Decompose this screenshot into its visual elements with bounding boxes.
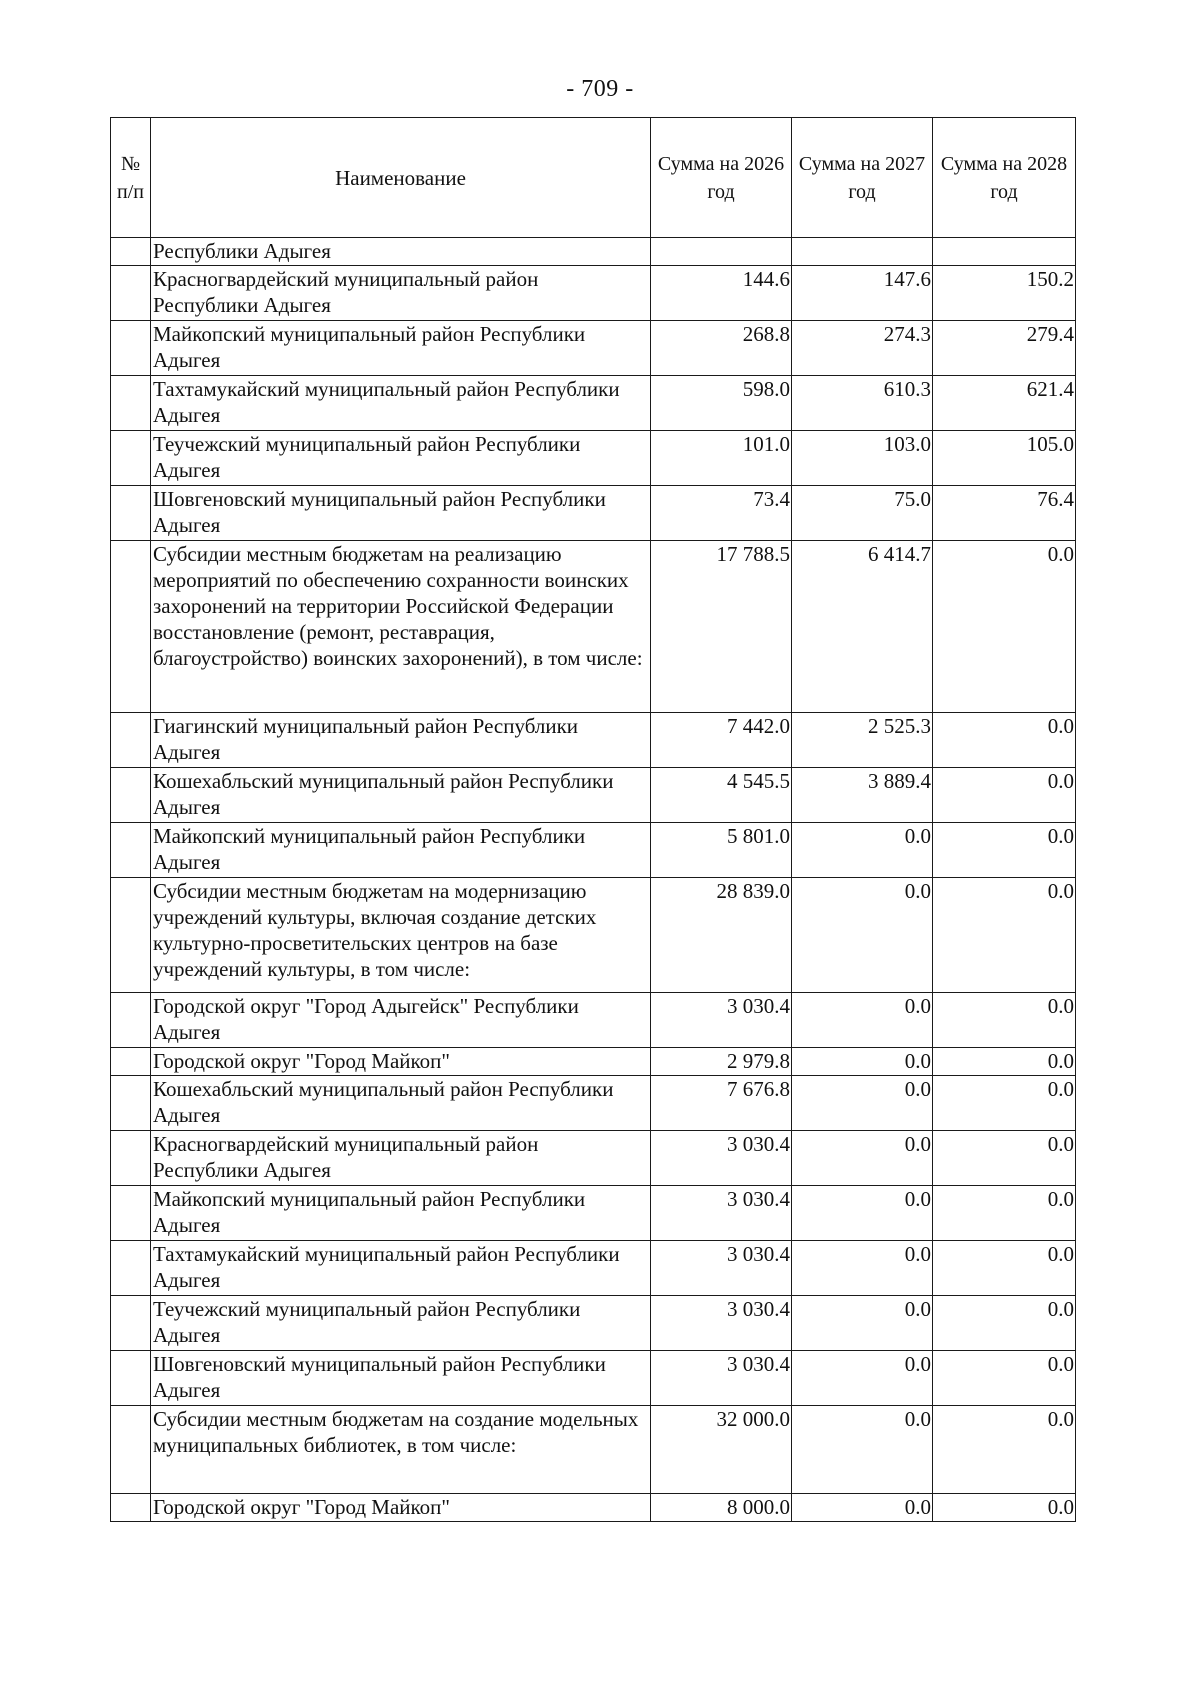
cell-name: Городской округ "Город Майкоп" xyxy=(151,1494,651,1522)
cell-2026: 2 979.8 xyxy=(651,1048,792,1076)
cell-name: Майкопский муниципальный район Республики Адыгея xyxy=(151,823,651,878)
table-row xyxy=(111,878,1076,993)
cell-2028: 0.0 xyxy=(933,1048,1076,1076)
cell-2027: 0.0 xyxy=(792,1241,933,1296)
table-row xyxy=(111,768,1076,823)
cell-2027: 0.0 xyxy=(792,823,933,878)
cell-2028: 0.0 xyxy=(933,1406,1076,1494)
cell-num xyxy=(111,541,151,713)
cell-name: Субсидии местным бюджетам на создание модельных муниципальных библиотек, в том числе: xyxy=(151,1406,651,1494)
cell-name: Майкопский муниципальный район Республики Адыгея xyxy=(151,321,651,376)
cell-2027: 0.0 xyxy=(792,1351,933,1406)
cell-2028: 0.0 xyxy=(933,1076,1076,1131)
cell-2026: 8 000.0 xyxy=(651,1494,792,1522)
cell-num xyxy=(111,768,151,823)
cell-num xyxy=(111,1131,151,1186)
header-num: № п/п xyxy=(111,118,151,238)
cell-num xyxy=(111,431,151,486)
cell-num xyxy=(111,1351,151,1406)
cell-name: Кошехабльский муниципальный район Республики Адыгея xyxy=(151,768,651,823)
cell-2028: 0.0 xyxy=(933,1296,1076,1351)
cell-2028: 279.4 xyxy=(933,321,1076,376)
cell-num xyxy=(111,823,151,878)
cell-2026: 3 030.4 xyxy=(651,1296,792,1351)
cell-2028 xyxy=(933,238,1076,266)
cell-num xyxy=(111,993,151,1048)
cell-2026: 268.8 xyxy=(651,321,792,376)
cell-2028: 0.0 xyxy=(933,1351,1076,1406)
cell-2026: 5 801.0 xyxy=(651,823,792,878)
cell-2028: 0.0 xyxy=(933,541,1076,713)
cell-2026: 101.0 xyxy=(651,431,792,486)
table-row xyxy=(111,238,1076,266)
cell-2027: 0.0 xyxy=(792,993,933,1048)
cell-name: Республики Адыгея xyxy=(151,238,651,266)
cell-2026: 3 030.4 xyxy=(651,1131,792,1186)
cell-2027: 3 889.4 xyxy=(792,768,933,823)
cell-num xyxy=(111,878,151,993)
table-row xyxy=(111,541,1076,713)
table-row xyxy=(111,1494,1076,1522)
cell-2028: 0.0 xyxy=(933,878,1076,993)
cell-2028: 0.0 xyxy=(933,993,1076,1048)
cell-2028: 0.0 xyxy=(933,1241,1076,1296)
cell-2026: 598.0 xyxy=(651,376,792,431)
cell-name: Гиагинский муниципальный район Республики Адыгея xyxy=(151,713,651,768)
header-name: Наименование xyxy=(151,118,651,238)
cell-name: Тахтамукайский муниципальный район Республики Адыгея xyxy=(151,1241,651,1296)
cell-num xyxy=(111,376,151,431)
cell-name: Кошехабльский муниципальный район Республики Адыгея xyxy=(151,1076,651,1131)
table-row xyxy=(111,1241,1076,1296)
table-row xyxy=(111,1406,1076,1494)
cell-2026: 28 839.0 xyxy=(651,878,792,993)
cell-2028: 0.0 xyxy=(933,823,1076,878)
cell-2027: 0.0 xyxy=(792,1406,933,1494)
table-row xyxy=(111,1131,1076,1186)
cell-num xyxy=(111,1048,151,1076)
table-row xyxy=(111,266,1076,321)
cell-2026: 3 030.4 xyxy=(651,1241,792,1296)
cell-num xyxy=(111,1186,151,1241)
cell-2027: 0.0 xyxy=(792,1494,933,1522)
cell-2027: 0.0 xyxy=(792,1048,933,1076)
cell-2027: 0.0 xyxy=(792,878,933,993)
cell-2026: 7 442.0 xyxy=(651,713,792,768)
cell-2027: 103.0 xyxy=(792,431,933,486)
cell-2027: 2 525.3 xyxy=(792,713,933,768)
cell-name: Майкопский муниципальный район Республики Адыгея xyxy=(151,1186,651,1241)
cell-num xyxy=(111,713,151,768)
cell-2027: 147.6 xyxy=(792,266,933,321)
cell-num xyxy=(111,266,151,321)
cell-num xyxy=(111,486,151,541)
cell-2028: 0.0 xyxy=(933,768,1076,823)
cell-2026 xyxy=(651,238,792,266)
cell-2026: 32 000.0 xyxy=(651,1406,792,1494)
table-header xyxy=(111,118,1076,238)
cell-name: Красногвардейский муниципальный район Республики Адыгея xyxy=(151,266,651,321)
cell-name: Шовгеновский муниципальный район Республики Адыгея xyxy=(151,486,651,541)
cell-name: Шовгеновский муниципальный район Республики Адыгея xyxy=(151,1351,651,1406)
cell-2026: 7 676.8 xyxy=(651,1076,792,1131)
header-2027: Сумма на 2027 год xyxy=(792,118,933,238)
cell-num xyxy=(111,1296,151,1351)
table-body xyxy=(111,238,1076,1522)
table-row xyxy=(111,823,1076,878)
cell-2027: 6 414.7 xyxy=(792,541,933,713)
table-row xyxy=(111,321,1076,376)
cell-2028: 0.0 xyxy=(933,1186,1076,1241)
cell-2028: 105.0 xyxy=(933,431,1076,486)
cell-name: Тахтамукайский муниципальный район Республики Адыгея xyxy=(151,376,651,431)
cell-2027: 75.0 xyxy=(792,486,933,541)
cell-2028: 621.4 xyxy=(933,376,1076,431)
cell-2027 xyxy=(792,238,933,266)
table-row xyxy=(111,1351,1076,1406)
budget-table xyxy=(110,117,1076,1522)
cell-name: Городской округ "Город Майкоп" xyxy=(151,1048,651,1076)
cell-2026: 144.6 xyxy=(651,266,792,321)
cell-2026: 4 545.5 xyxy=(651,768,792,823)
cell-name: Субсидии местным бюджетам на реализацию мероприятий по обеспечению сохранности воинских захоронений на территории Российской Федерации восстановление (ремонт, реставрация, благоустройство) воинских захоронений), в том числе: xyxy=(151,541,651,713)
header-2026: Сумма на 2026 год xyxy=(651,118,792,238)
cell-num xyxy=(111,1076,151,1131)
cell-2027: 0.0 xyxy=(792,1186,933,1241)
cell-2028: 0.0 xyxy=(933,713,1076,768)
table-row xyxy=(111,376,1076,431)
table-row xyxy=(111,486,1076,541)
header-2028: Сумма на 2028 год xyxy=(933,118,1076,238)
cell-name: Красногвардейский муниципальный район Республики Адыгея xyxy=(151,1131,651,1186)
cell-2027: 0.0 xyxy=(792,1131,933,1186)
table-row xyxy=(111,1186,1076,1241)
table-row xyxy=(111,1296,1076,1351)
cell-2028: 0.0 xyxy=(933,1494,1076,1522)
cell-num xyxy=(111,1494,151,1522)
cell-num xyxy=(111,321,151,376)
cell-2027: 274.3 xyxy=(792,321,933,376)
table-row xyxy=(111,431,1076,486)
page-number: - 709 - xyxy=(566,76,634,102)
table-row xyxy=(111,713,1076,768)
cell-name: Теучежский муниципальный район Республики Адыгея xyxy=(151,1296,651,1351)
cell-2027: 0.0 xyxy=(792,1076,933,1131)
table-row xyxy=(111,1048,1076,1076)
cell-2027: 0.0 xyxy=(792,1296,933,1351)
cell-2026: 3 030.4 xyxy=(651,1186,792,1241)
cell-2028: 0.0 xyxy=(933,1131,1076,1186)
cell-2027: 610.3 xyxy=(792,376,933,431)
cell-name: Теучежский муниципальный район Республики Адыгея xyxy=(151,431,651,486)
cell-2028: 76.4 xyxy=(933,486,1076,541)
cell-2026: 73.4 xyxy=(651,486,792,541)
table-row xyxy=(111,993,1076,1048)
table-row xyxy=(111,1076,1076,1131)
cell-num xyxy=(111,238,151,266)
cell-2026: 3 030.4 xyxy=(651,1351,792,1406)
cell-2028: 150.2 xyxy=(933,266,1076,321)
cell-name: Субсидии местным бюджетам на модернизацию учреждений культуры, включая создание детских культурно-просветительских центров на базе учреждений культуры, в том числе: xyxy=(151,878,651,993)
cell-2026: 3 030.4 xyxy=(651,993,792,1048)
cell-2026: 17 788.5 xyxy=(651,541,792,713)
cell-name: Городской округ "Город Адыгейск" Республики Адыгея xyxy=(151,993,651,1048)
cell-num xyxy=(111,1241,151,1296)
cell-num xyxy=(111,1406,151,1494)
